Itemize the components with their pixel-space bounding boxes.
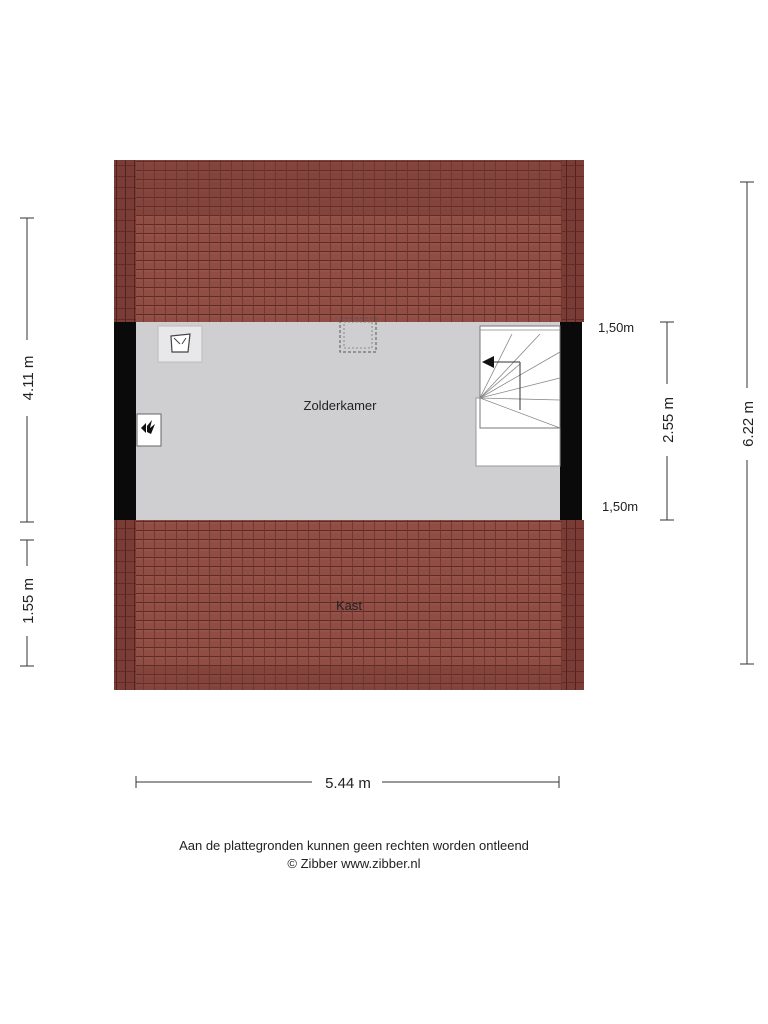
height-label-bottom: 1,50m — [602, 499, 639, 514]
height-label-top: 1,50m — [598, 320, 635, 335]
copyright-text: © Zibber www.zibber.nl — [287, 856, 421, 871]
dimension-left-upper-label: 4.11 m — [20, 355, 37, 401]
roof-upper — [114, 160, 584, 322]
dimension-left-lower-label: 1.55 m — [20, 578, 37, 624]
staircase-icon — [476, 326, 560, 466]
wall-left — [114, 322, 136, 520]
dimension-width — [136, 775, 559, 792]
dimension-left-lower — [20, 540, 37, 666]
dimension-right-total — [740, 182, 757, 664]
dimension-width-label: 5.44 m — [325, 775, 371, 792]
room-label-kast: Kast — [335, 598, 363, 613]
sink-icon — [158, 326, 202, 362]
wall-right — [560, 322, 582, 520]
disclaimer-text: Aan de plattegronden kunnen geen rechten worden ontleend — [179, 838, 529, 853]
dimension-right-total-label: 6.22 m — [740, 401, 757, 447]
boiler-icon — [137, 414, 161, 446]
dimension-right-middle-label: 2.55 m — [660, 397, 677, 443]
dimension-left-upper — [20, 218, 37, 522]
room-label-zolderkamer: Zolderkamer — [303, 398, 377, 413]
dimension-right-middle — [660, 322, 677, 520]
